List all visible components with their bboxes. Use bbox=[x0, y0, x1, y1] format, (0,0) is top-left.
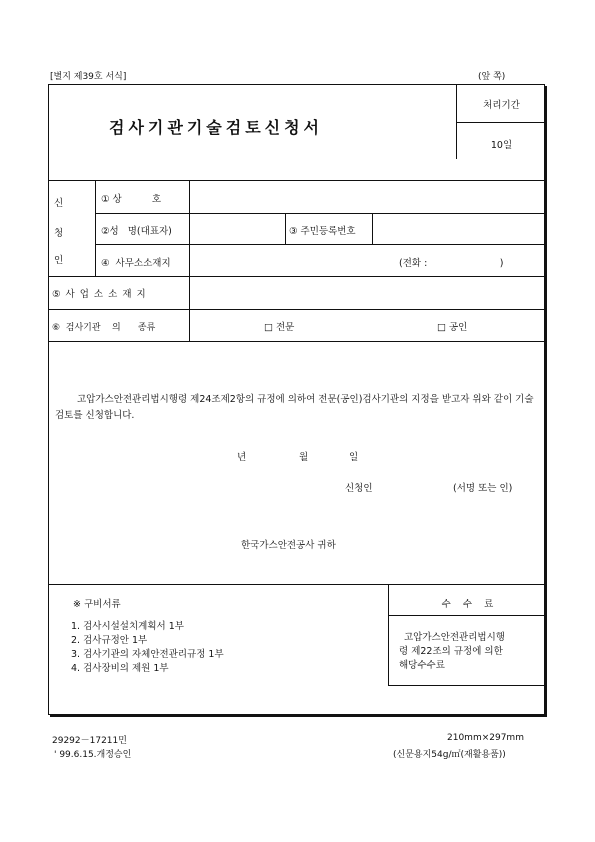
processing-period-value: 10일 bbox=[490, 140, 513, 151]
agency-type-specialized-checkbox[interactable]: □ 전문 bbox=[264, 322, 295, 333]
form-code: 29292－17211민 bbox=[52, 736, 127, 746]
representative-label: ②성 명(대표자) bbox=[101, 226, 172, 237]
agency-type-label: ⑥ 검사기관 의 종류 bbox=[52, 323, 156, 333]
applicant-signature-label: 신청인 bbox=[345, 483, 373, 494]
date-month-label: 월 bbox=[299, 452, 309, 463]
date-year-label: 년 bbox=[237, 452, 247, 463]
application-statement: 고압가스안전관리법시행령 제24조제2항의 규정에 의하여 전문(공인)검사기관의 지정을 받고자 위와 같이 기술검토를 신청합니다. bbox=[55, 394, 534, 421]
signature-note: (서명 또는 인) bbox=[453, 483, 513, 494]
form-title: 검사기관기술검토신청서 bbox=[109, 118, 324, 137]
recipient: 한국가스안전공사 귀하 bbox=[241, 540, 336, 551]
office-address-label: ④ 사무소소재지 bbox=[101, 258, 171, 269]
resident-id-label: ③ 주민등록번호 bbox=[289, 226, 356, 237]
phone-label: (전화 : ) bbox=[399, 258, 504, 269]
trade-name-label: ① 상 호 bbox=[101, 194, 162, 205]
form-shadow-bottom bbox=[50, 715, 547, 717]
representative-name-field[interactable] bbox=[190, 214, 285, 244]
document-item: 4. 검사장비의 제원 1부 bbox=[71, 663, 169, 674]
document-item: 1. 검사시설설치계획서 1부 bbox=[71, 621, 184, 632]
paper-size: 210mm×297mm bbox=[447, 733, 524, 743]
form-number: [별지 제39호 서식] bbox=[50, 72, 127, 82]
fee-text-line3: 해당수수료 bbox=[399, 660, 445, 671]
document-item: 3. 검사기관의 자체안전관리규정 1부 bbox=[71, 649, 224, 660]
resident-id-field[interactable] bbox=[373, 214, 545, 244]
applicant-char-2: 청 bbox=[54, 228, 64, 239]
page-side: (앞 쪽) bbox=[478, 72, 506, 82]
fee-heading: 수 수 료 bbox=[441, 599, 494, 610]
applicant-char-1: 신 bbox=[54, 198, 64, 209]
application-form bbox=[48, 84, 545, 715]
agency-type-certified-checkbox[interactable]: □ 공인 bbox=[437, 322, 468, 333]
paper-type: (신문용지54g/㎡(재활용품)) bbox=[393, 750, 506, 760]
trade-name-field[interactable] bbox=[190, 181, 545, 211]
fee-text-line1: 고압가스안전관리법시행 bbox=[404, 632, 505, 643]
date-day-label: 일 bbox=[349, 452, 359, 463]
fee-text-line2: 령 제22조의 규정에 의한 bbox=[399, 646, 503, 657]
document-item: 2. 검사규정안 1부 bbox=[71, 635, 148, 646]
business-location-field[interactable] bbox=[190, 277, 545, 307]
required-documents-heading: ※ 구비서류 bbox=[73, 599, 121, 610]
processing-period-label: 처리기간 bbox=[483, 100, 520, 111]
business-location-label: ⑤ 사 업 소 소 재 지 bbox=[52, 289, 147, 300]
approval-date: ' 99.6.15.개정승인 bbox=[54, 750, 132, 760]
applicant-char-3: 인 bbox=[54, 255, 64, 266]
